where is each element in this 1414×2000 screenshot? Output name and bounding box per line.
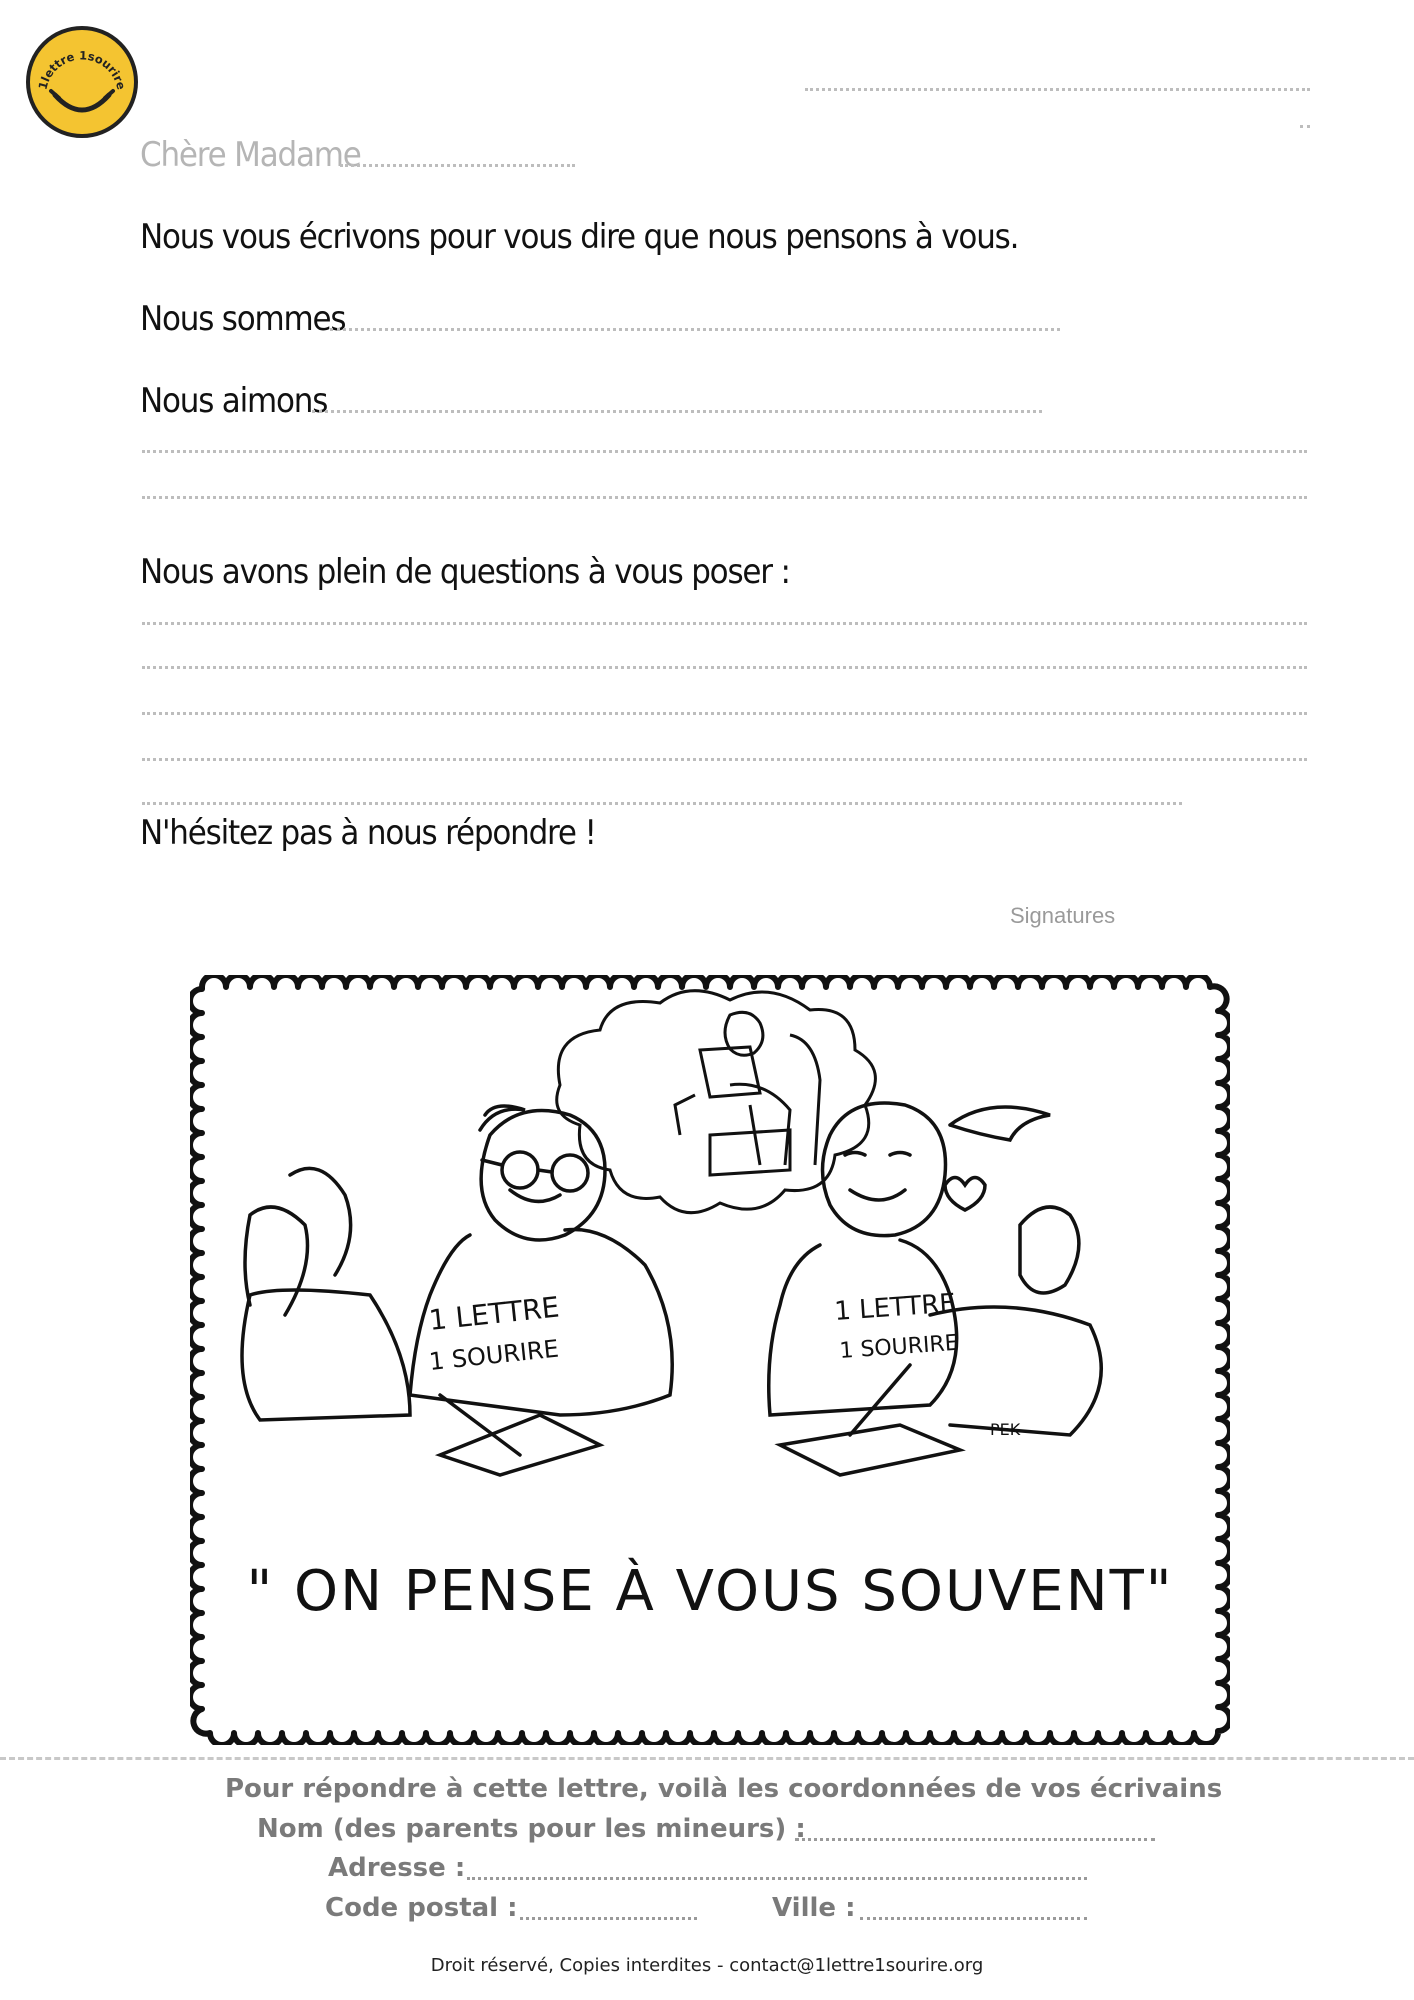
code-postal-field[interactable] bbox=[520, 1917, 697, 1920]
left-sweater-line-1: 1 LETTRE bbox=[427, 1290, 561, 1337]
logo-text: 1lettre 1sourire bbox=[35, 48, 129, 92]
date-line[interactable] bbox=[805, 88, 1310, 91]
nous-sommes-label: Nous sommes bbox=[140, 300, 346, 339]
copyright-notice: Droit réservé, Copies interdites - contact@1lettre1sourire.org bbox=[430, 1955, 984, 1976]
question-line[interactable] bbox=[142, 758, 1307, 761]
writing-line[interactable] bbox=[142, 496, 1307, 499]
artist-signature: PEK bbox=[990, 1420, 1021, 1439]
question-line[interactable] bbox=[142, 802, 1182, 805]
stamp-illustration bbox=[190, 975, 1230, 1745]
right-sweater-line-1: 1 LETTRE bbox=[833, 1288, 957, 1327]
date-line-end bbox=[1300, 125, 1310, 128]
question-line[interactable] bbox=[142, 622, 1307, 625]
question-line[interactable] bbox=[142, 712, 1307, 715]
questions-label: Nous avons plein de questions à vous poser : bbox=[140, 553, 790, 592]
adresse-field[interactable] bbox=[467, 1877, 1087, 1880]
right-sweater-line-2: 1 SOURIRE bbox=[838, 1330, 960, 1364]
ville-field[interactable] bbox=[860, 1917, 1087, 1920]
nom-label: Nom (des parents pour les mineurs) : bbox=[257, 1814, 806, 1844]
intro-sentence: Nous vous écrivons pour vous dire que nous pensons à vous. bbox=[140, 218, 1019, 257]
adresse-label: Adresse : bbox=[328, 1853, 466, 1883]
question-line[interactable] bbox=[142, 666, 1307, 669]
writing-line[interactable] bbox=[142, 450, 1307, 453]
smiley-logo bbox=[25, 25, 139, 139]
greeting-fill-line[interactable] bbox=[340, 164, 575, 167]
nous-aimons-line[interactable] bbox=[312, 410, 1042, 413]
signatures-label: Signatures bbox=[1010, 903, 1116, 928]
nous-sommes-line[interactable] bbox=[330, 328, 1060, 331]
cut-line bbox=[0, 1757, 1414, 1760]
closing-sentence: N'hésitez pas à nous répondre ! bbox=[140, 814, 596, 853]
left-character bbox=[242, 1106, 672, 1475]
nom-field[interactable] bbox=[795, 1838, 1155, 1841]
nous-aimons-label: Nous aimons bbox=[140, 382, 328, 421]
greeting: Chère Madame bbox=[140, 136, 361, 175]
ville-label: Ville : bbox=[772, 1893, 856, 1923]
left-sweater-line-2: 1 SOURIRE bbox=[427, 1334, 561, 1376]
reply-intro: Pour répondre à cette lettre, voilà les coordonnées de vos écrivains bbox=[225, 1774, 1223, 1804]
stamp-caption: " ON PENSE À VOUS SOUVENT" bbox=[246, 1559, 1174, 1624]
code-postal-label: Code postal : bbox=[325, 1893, 518, 1923]
